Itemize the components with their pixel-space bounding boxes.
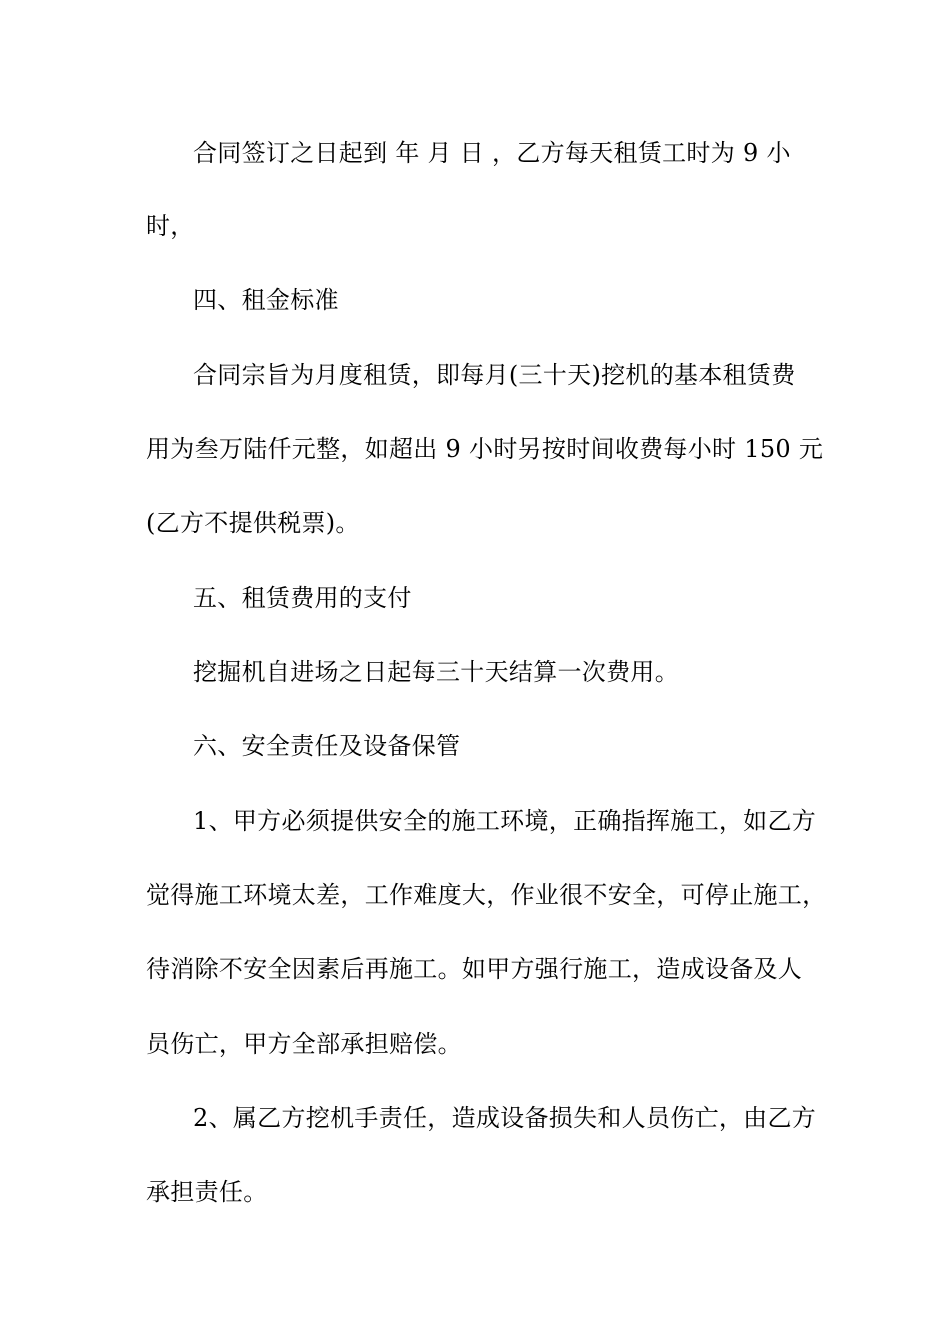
paragraph-line: 合同签订之日起到 年 月 日 ，乙方每天租赁工时为 9 小	[193, 139, 791, 167]
paragraph-line: (乙方不提供税票)。	[146, 509, 360, 537]
paragraph-line: 2、属乙方挖机手责任，造成设备损失和人员伤亡，由乙方	[193, 1104, 817, 1132]
paragraph-line: 员伤亡，甲方全部承担赔偿。	[146, 1030, 462, 1058]
paragraph-line: 承担责任。	[146, 1178, 268, 1206]
paragraph-line: 挖掘机自进场之日起每三十天结算一次费用。	[193, 658, 679, 686]
paragraph-line: 用为叁万陆仟元整，如超出 9 小时另按时间收费每小时 150 元	[146, 435, 824, 463]
paragraph-line: 觉得施工环境太差，工作难度大，作业很不安全，可停止施工，	[146, 881, 827, 909]
paragraph-line: 待消除不安全因素后再施工。如甲方强行施工，造成设备及人	[146, 955, 803, 983]
paragraph-line: 合同宗旨为月度租赁，即每月(三十天)挖机的基本租赁费	[193, 361, 796, 389]
section-heading-rent-standard: 四、租金标准	[193, 286, 339, 314]
paragraph-line: 时，	[146, 212, 195, 240]
paragraph-line: 1、甲方必须提供安全的施工环境，正确指挥施工，如乙方	[193, 807, 817, 835]
section-heading-safety: 六、安全责任及设备保管	[193, 732, 461, 760]
section-heading-payment: 五、租赁费用的支付	[193, 584, 412, 612]
